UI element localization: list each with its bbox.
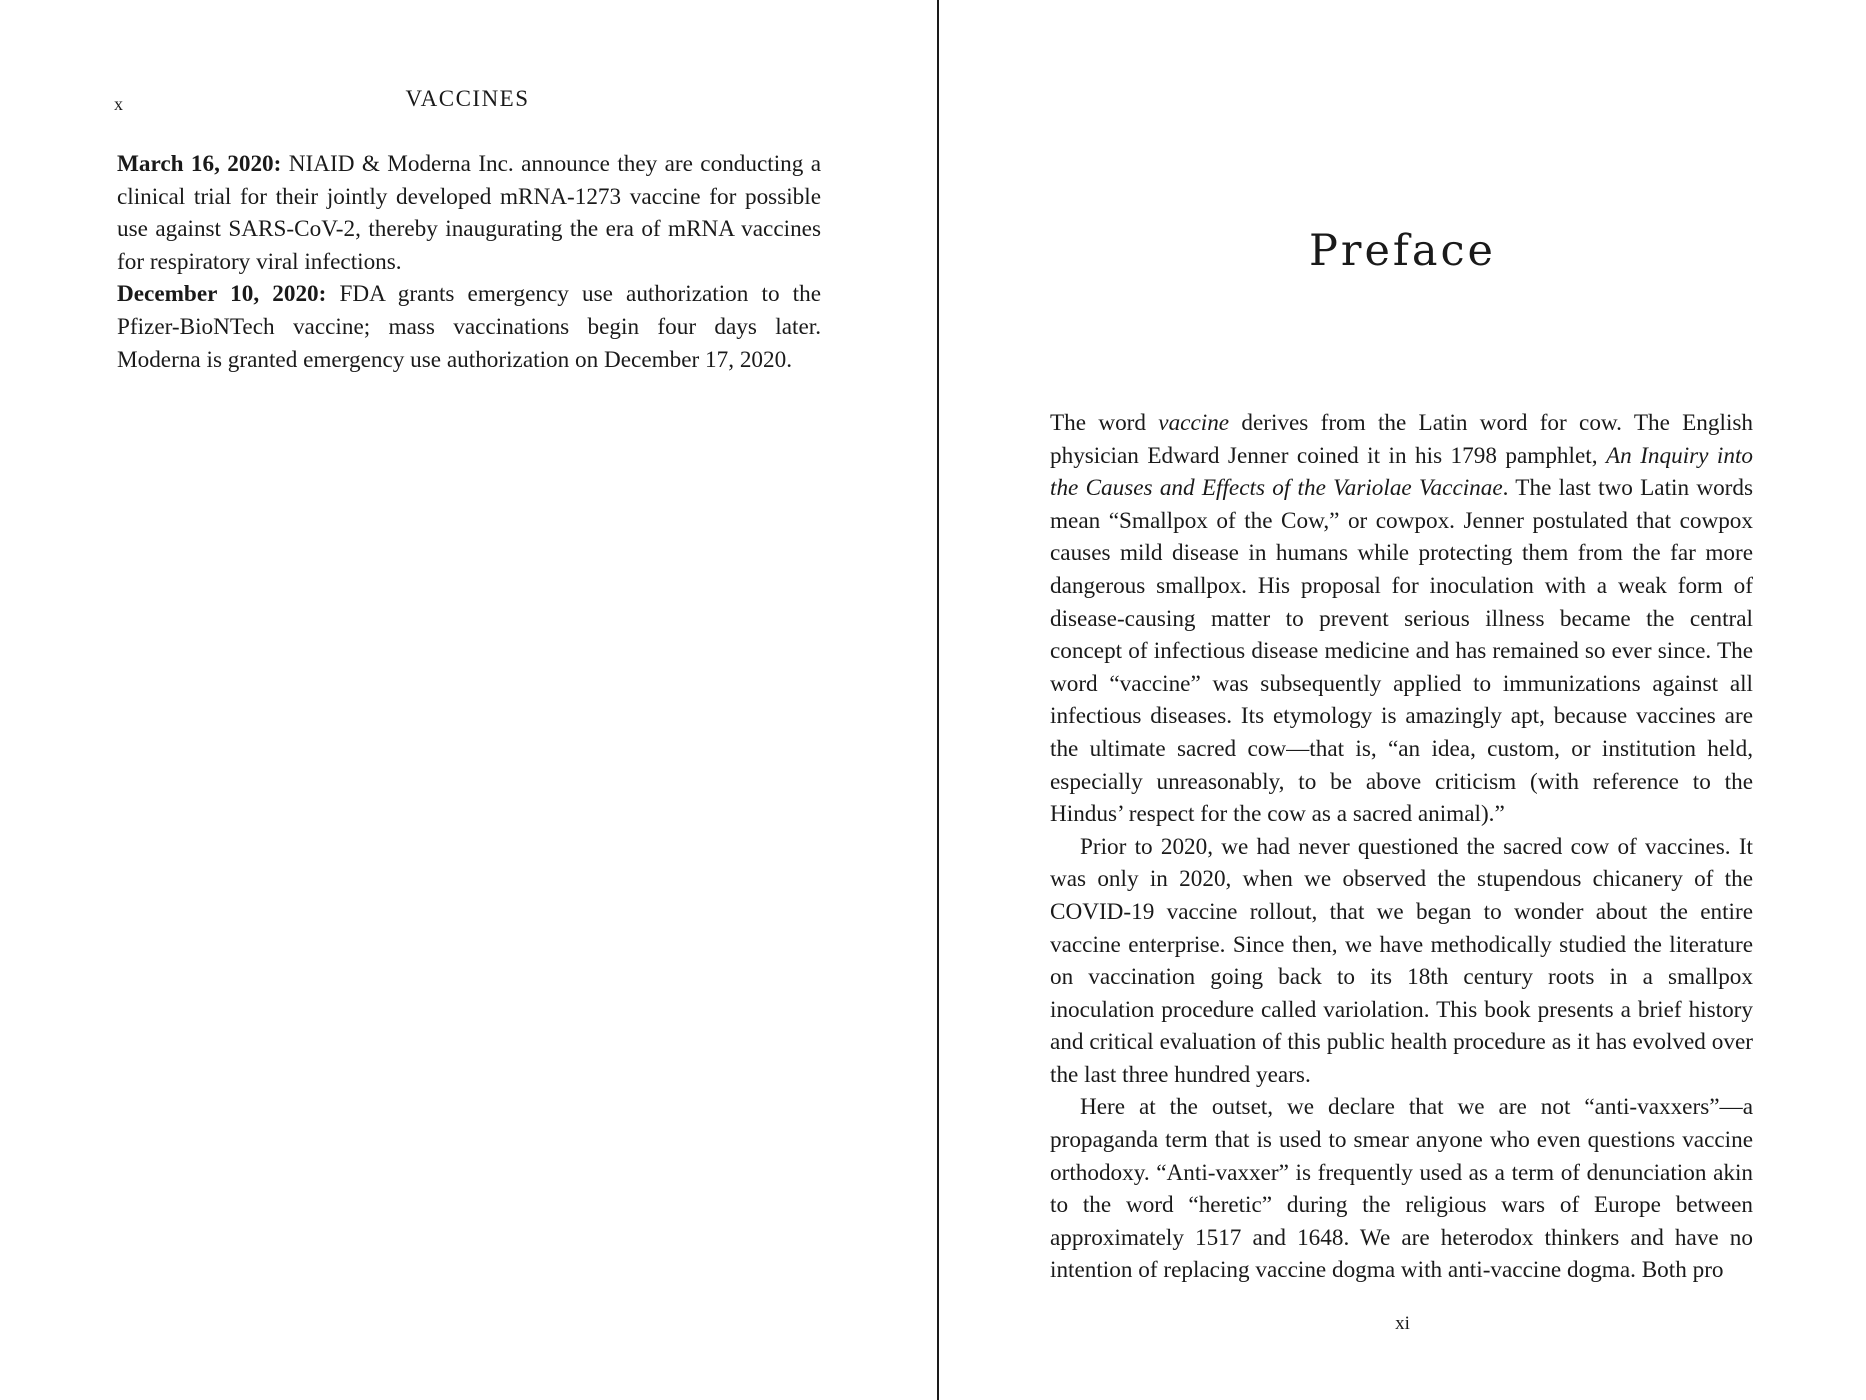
chronology-list	[117, 148, 821, 376]
paragraph	[1050, 407, 1753, 831]
entry-date: March 16, 2020:	[117, 151, 282, 177]
italic-term: vaccine	[1158, 410, 1230, 436]
paragraph: Here at the outset, we declare that we are not “anti-vaxxers”—a propaganda term that is used to smear anyone who even questions vaccine orthodoxy. “Anti-vaxxer” is frequently used as a term of denunciation akin to the word “heretic” during the religious wars of Europe between approximately 1517 and 1648. We are heterodox thinkers and have no intention of replacing vaccine dogma with anti-vaccine dogma. Both pro	[1050, 1094, 1753, 1284]
entry-text: FDA grants emergency use authorization to the Pfizer-BioNTech vaccine; mass vaccinations begin four days later. Moderna is granted emergency use authorization on December 17, 2020.	[117, 281, 821, 373]
italic-book-title: An Inquiry into the Causes and Effects of the Variolae Vaccinae	[1050, 442, 1753, 502]
paragraph-text: derives from the Latin word for cow. The English physician Edward Jenner coined it in his 1798 pamphlet,	[1050, 410, 1753, 469]
preface-body	[1050, 407, 1753, 1287]
running-head	[114, 86, 821, 116]
entry-text: NIAID & Moderna Inc. announce they are conducting a clinical trial for their jointly developed mRNA-1273 vaccine for possible use against SARS-CoV-2, thereby inaugurating the era of mRNA vaccines for respiratory viral infections.	[117, 151, 822, 275]
running-title: VACCINES	[405, 86, 530, 111]
right-page	[939, 0, 1866, 1400]
page-number-right: xi	[1395, 1313, 1410, 1334]
chronology-entry	[117, 148, 821, 278]
paragraph: Prior to 2020, we had never questioned the sacred cow of vaccines. It was only in 2020, when we observed the stupendous chicanery of the COVID-19 vaccine rollout, that we began to wonder about the entire vaccine enterprise. Since then, we have methodically studied the literature on vaccination going back to its 18th century roots in a smallpox inoculation procedure called variolation. This book presents a brief history and critical evaluation of this public health procedure as it has evolved over the last three hundred years.	[1050, 833, 1753, 1088]
entry-date: December 10, 2020:	[117, 281, 327, 308]
page-number-left: x	[114, 94, 123, 114]
paragraph-text: The word	[1050, 410, 1159, 436]
paragraph-text: . The last two Latin words mean “Smallpox of the Cow,” or cowpox. Jenner postulated that cowpox causes mild disease in humans while protecting them from the far more dangerous smallpox. His proposal for inoculation with a weak form of disease-causing matter to prevent serious illness became the central concept of infectious disease medicine and has remained so ever since. The word “vaccine” was subsequently applied to immunizations against all infectious diseases. Its etymology is amazingly apt, because vaccines are the ultimate sacred cow—that is, “an idea, custom, or institution held, especially unreasonably, to be above criticism (with reference to the Hindus’ respect for the cow as a sacred animal).”	[1050, 475, 1754, 828]
chronology-entry	[117, 278, 821, 376]
chapter-title: Preface	[1308, 226, 1497, 276]
